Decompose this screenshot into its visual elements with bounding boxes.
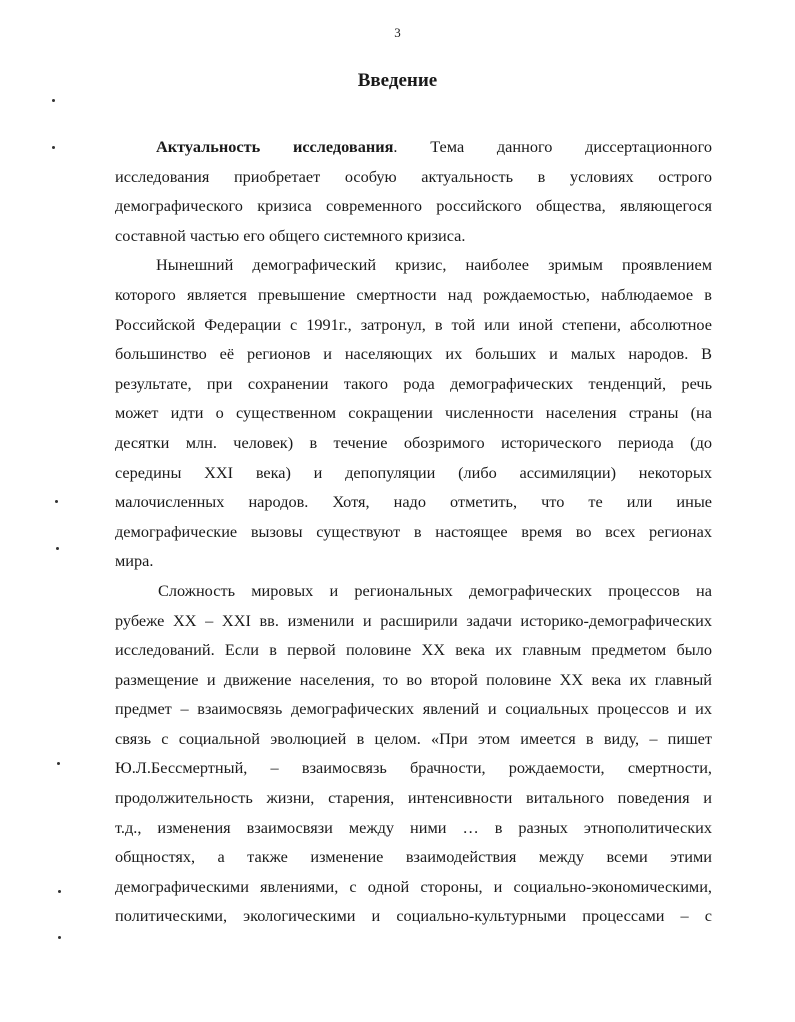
text-line: Ю.Л.Бессмертный, – взаимосвязь брачности, рождаемости, смертности, [115, 758, 712, 778]
text-line: т.д., изменения взаимосвязи между ними … в разных этнополитических [115, 817, 712, 837]
text-line: может идти о существенном сокращении численности населения страны (на [115, 403, 712, 423]
text-line: продолжительность жизни, старения, интенсивности витального поведения и [115, 788, 712, 808]
text-line: большинство её регионов и населяющих их больших и малых народов. В [115, 344, 712, 364]
text-line: середины XXI века) и депопуляции (либо ассимиляции) некоторых [115, 462, 712, 482]
lead-rest: . Тема данного диссертационного [393, 137, 712, 156]
scan-speck [52, 146, 55, 149]
text-line: связь с социальной эволюцией в целом. «При этом имеется в виду, – пишет [115, 728, 712, 748]
text-line: составной частью его общего системного кризиса. [115, 225, 466, 245]
scan-speck [52, 99, 55, 102]
lead-term: Актуальность исследования [156, 137, 394, 156]
text-line: общностях, а также изменение взаимодействия между всеми этими [115, 847, 712, 867]
text-line: результате, при сохранении такого рода демографических тенденций, речь [115, 373, 712, 393]
text-line: Сложность мировых и региональных демографических процессов на [158, 580, 712, 600]
scan-speck [58, 936, 61, 939]
text-line: демографического кризиса современного российского общества, являющегося [115, 196, 712, 216]
text-line: исследования приобретает особую актуальность в условиях острого [115, 166, 712, 186]
text-line: исследований. Если в первой половине XX века их главным предметом было [115, 640, 712, 660]
scan-speck [55, 500, 58, 503]
text-line: мира. [115, 551, 154, 571]
text-line [115, 132, 712, 162]
scan-speck [56, 547, 59, 550]
text-line: размещение и движение населения, то во второй половине XX века их главный [115, 669, 712, 689]
text-line: политическими, экологическими и социально-культурными процессами – с [115, 906, 712, 926]
text-line: которого является превышение смертности над рождаемостью, наблюдаемое в [115, 284, 712, 304]
text-line: Нынешний демографический кризис, наиболее зримым проявлением [156, 255, 712, 275]
scan-speck [58, 890, 61, 893]
text-line: десятки млн. человек) в течение обозримого исторического периода (до [115, 432, 712, 452]
text-line: рубеже XX – XXI вв. изменили и расширили задачи историко-демографических [115, 610, 712, 630]
text-line: Российской Федерации с 1991г., затронул, в той или иной степени, абсолютное [115, 314, 712, 334]
scan-speck [57, 762, 60, 765]
text-line: демографическими явлениями, с одной стороны, и социально-экономическими, [115, 876, 712, 896]
body-text [115, 132, 712, 931]
page-number: 3 [394, 25, 401, 40]
text-line: демографические вызовы существуют в настоящее время во всех регионах [115, 521, 712, 541]
text-line: предмет – взаимосвязь демографических явлений и социальных процессов и их [115, 699, 712, 719]
page-title: Введение [357, 70, 438, 91]
text-line: малочисленных народов. Хотя, надо отметить, что те или иные [115, 492, 712, 512]
